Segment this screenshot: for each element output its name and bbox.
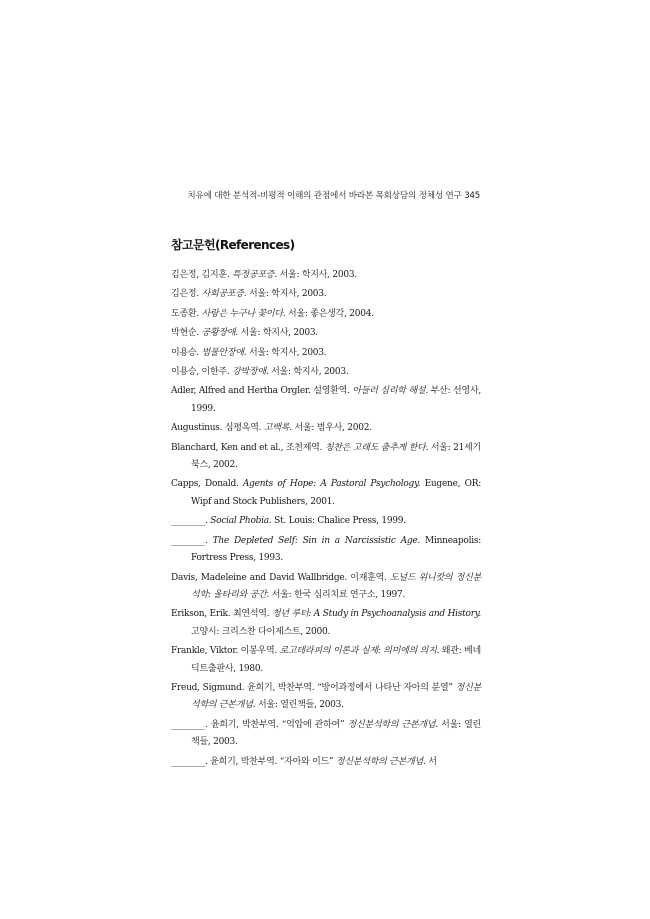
reference-prefix: Blanchard, Ken and et al., 조천제역. — [171, 442, 325, 453]
reference-title: 공황장애. — [201, 328, 238, 339]
reference-entry — [171, 533, 481, 568]
reference-suffix: 서울: 좋은생각, 2004. — [285, 308, 374, 319]
reference-suffix: 부산: 선영사, 1999. — [191, 386, 481, 414]
reference-suffix: 서울: 학지사, 2003. — [246, 289, 327, 300]
reference-suffix: St. Louis: Chalice Press, 1999. — [271, 516, 406, 527]
reference-entry — [171, 513, 481, 530]
reference-prefix: ________. 윤희기, 박찬부역. “자아와 이드” — [171, 756, 336, 767]
reference-entry — [171, 286, 481, 303]
reference-prefix: Erikson, Erik. 최연석역. — [171, 609, 272, 620]
reference-entry — [171, 717, 481, 752]
reference-entry — [171, 680, 481, 715]
reference-title: 사랑은 누구나 꽃이다. — [201, 308, 286, 319]
reference-prefix: Davis, Madeleine and David Wallbridge. 이재훈역. — [171, 572, 390, 583]
reference-prefix: Augustinus. 심평옥역. — [171, 423, 264, 434]
reference-prefix: 이용승, 이한주. — [171, 367, 233, 378]
reference-prefix: 이용승. — [171, 347, 202, 358]
reference-title: 강박장애. — [232, 367, 269, 378]
reference-entry — [171, 476, 481, 511]
reference-prefix: Capps, Donald. — [171, 479, 243, 490]
reference-title: Agents of Hope: A Pastoral Psychology. — [242, 479, 421, 490]
reference-prefix: 김은정, 김지훈. — [171, 270, 233, 280]
reference-entry — [171, 420, 481, 437]
reference-suffix: 고양시: 크리스찬 다이제스트, 2000. — [191, 626, 331, 637]
reference-suffix: 서울: 학지사, 2003. — [268, 367, 349, 378]
reference-title: 특정공포증. — [232, 270, 277, 280]
reference-entry — [171, 606, 481, 641]
reference-title: 사회공포증. — [201, 289, 247, 300]
reference-suffix: 서울: 학지사, 2003. — [237, 328, 318, 339]
section-title: 참고문헌(References) — [171, 238, 295, 252]
reference-prefix: 김은정. — [171, 289, 202, 300]
reference-prefix: Freud, Sigmund. 윤희기, 박찬부역. “방어과정에서 나타난 자아의 분열” — [171, 682, 456, 693]
reference-suffix: 서울: 열린책들, 2003. — [191, 719, 481, 748]
reference-title: 고백록. — [263, 423, 292, 434]
reference-entry — [171, 440, 481, 475]
reference-entry — [171, 754, 481, 771]
reference-suffix: 서울: 21세기북스, 2002. — [191, 442, 481, 471]
reference-prefix: Adler, Alfred and Hertha Orgler. 설영환역. — [171, 386, 353, 397]
reference-suffix: 서울: 학지사, 2003. — [246, 347, 327, 358]
reference-prefix: 도종환. — [171, 308, 202, 319]
reference-title: 로고테라피의 이론과 실제: 의미에의 의지. — [279, 646, 440, 657]
reference-prefix: ________. 윤희기, 박찬부역. “억압에 관하여” — [171, 719, 348, 730]
reference-suffix: 서울: 한국 심리치료 연구소, 1997. — [269, 589, 406, 600]
reference-title: 정신분석학의 근본개념. — [347, 719, 438, 730]
reference-suffix: 서 — [425, 756, 437, 767]
reference-title: 도널드 위니캇의 정신분석학: 울타리와 공간. — [191, 572, 481, 600]
reference-title: 아들러 심리학 해설. — [352, 386, 428, 397]
reference-suffix: 서울: 범우사, 2002. — [291, 423, 372, 434]
reference-title: The Depleted Self: Sin in a Narcissistic Age. — [212, 535, 421, 546]
reference-entry — [171, 345, 481, 362]
reference-title: 정신분석학의 근본개념. — [335, 756, 426, 767]
reference-suffix: Minneapolis: Fortress Press, 1993. — [191, 535, 481, 564]
reference-suffix: 왜관: 베네딕트출판사, 1980. — [191, 646, 482, 674]
reference-title: 범불안장애. — [201, 347, 247, 358]
reference-prefix: ________. — [171, 516, 211, 527]
reference-suffix: Eugene, OR: Wipf and Stock Publishers, 2001. — [191, 479, 482, 507]
reference-title: 정신분석학의 근본개념. — [191, 682, 481, 711]
reference-title: Social Phobia. — [210, 516, 272, 527]
reference-title: 칭찬은 고래도 춤추게 한다. — [324, 442, 429, 453]
reference-list — [171, 267, 481, 773]
reference-entry — [171, 383, 481, 418]
reference-entry — [171, 570, 481, 605]
reference-entry — [171, 325, 481, 342]
reference-prefix: Frankle, Viktor. 이봉우역. — [171, 646, 280, 657]
reference-entry — [171, 306, 481, 323]
reference-entry — [171, 267, 481, 284]
reference-suffix: 서울: 학지사, 2003. — [276, 270, 357, 280]
reference-title: 청년 루터: A Study in Psychoanalysis and History. — [271, 609, 482, 620]
reference-prefix: 박현순. — [171, 328, 202, 339]
running-header: 치유에 대한 분석적-비평적 이해의 관점에서 바라본 목회상담의 정체성 연구 345 — [187, 191, 480, 201]
reference-suffix: 서울: 열린책들, 2003. — [255, 700, 344, 711]
reference-prefix: ________. — [171, 535, 213, 546]
reference-entry — [171, 643, 481, 678]
reference-entry — [171, 364, 481, 381]
